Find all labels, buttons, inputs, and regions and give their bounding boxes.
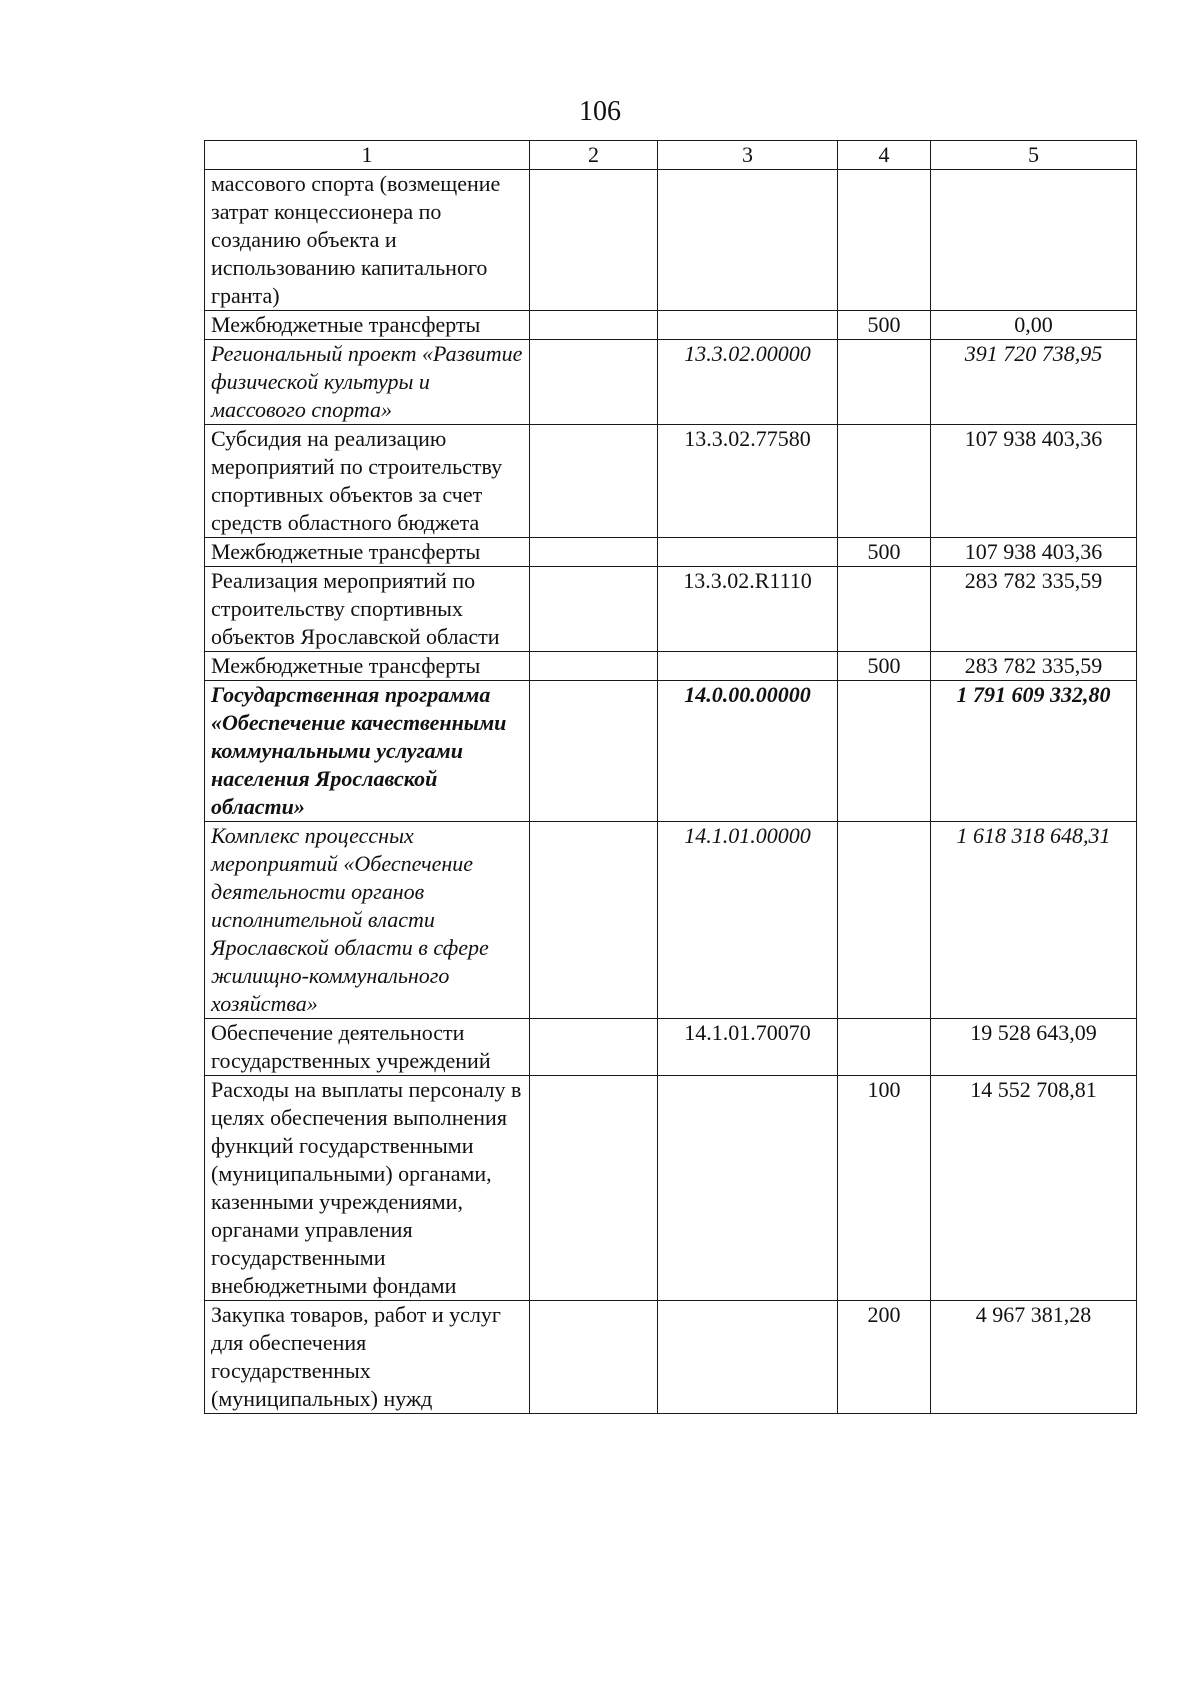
row-name-cell: Межбюджетные трансферты (205, 311, 530, 340)
row-col2-cell (530, 822, 658, 1019)
row-sum-cell: 0,00 (931, 311, 1137, 340)
row-col2-cell (530, 340, 658, 425)
column-header-4: 4 (838, 141, 931, 170)
row-sum-cell: 283 782 335,59 (931, 652, 1137, 681)
row-sum-cell: 391 720 738,95 (931, 340, 1137, 425)
row-name-cell: Государственная программа «Обеспечение качественными коммунальными услугами населения Ярославской области» (205, 681, 530, 822)
column-header-1: 1 (205, 141, 530, 170)
table-row (205, 822, 1137, 1019)
table-row (205, 1019, 1137, 1076)
budget-table (204, 140, 1137, 1414)
table-row (205, 538, 1137, 567)
row-expense-type-cell (838, 1019, 931, 1076)
page-number: 106 (579, 96, 621, 127)
row-code-cell (658, 170, 838, 311)
table-row (205, 170, 1137, 311)
row-expense-type-cell (838, 425, 931, 538)
row-name-cell: Комплекс процессных мероприятий «Обеспечение деятельности органов исполнительной власти Ярославской области в сфере жилищно-коммунального хозяйства» (205, 822, 530, 1019)
row-name-cell: Региональный проект «Развитие физической культуры и массового спорта» (205, 340, 530, 425)
row-expense-type-cell: 200 (838, 1301, 931, 1414)
row-col2-cell (530, 170, 658, 311)
row-code-cell (658, 311, 838, 340)
row-code-cell: 13.3.02.00000 (658, 340, 838, 425)
row-expense-type-cell (838, 567, 931, 652)
row-col2-cell (530, 311, 658, 340)
row-code-cell: 13.3.02.77580 (658, 425, 838, 538)
row-col2-cell (530, 681, 658, 822)
column-header-5: 5 (931, 141, 1137, 170)
row-col2-cell (530, 1301, 658, 1414)
row-expense-type-cell (838, 340, 931, 425)
row-name-cell: Межбюджетные трансферты (205, 652, 530, 681)
row-name-cell: Обеспечение деятельности государственных учреждений (205, 1019, 530, 1076)
row-name-cell: Субсидия на реализацию мероприятий по строительству спортивных объектов за счет средств областного бюджета (205, 425, 530, 538)
row-sum-cell: 283 782 335,59 (931, 567, 1137, 652)
row-sum-cell: 14 552 708,81 (931, 1076, 1137, 1301)
row-name-cell: Расходы на выплаты персоналу в целях обеспечения выполнения функций государственными (муниципальными) органами, казенными учреждениями, органами управления государственными внебюджетными фондами (205, 1076, 530, 1301)
row-expense-type-cell: 500 (838, 538, 931, 567)
row-col2-cell (530, 1019, 658, 1076)
table-header-row (205, 141, 1137, 170)
row-col2-cell (530, 538, 658, 567)
row-col2-cell (530, 652, 658, 681)
row-expense-type-cell: 500 (838, 652, 931, 681)
row-sum-cell: 1 618 318 648,31 (931, 822, 1137, 1019)
row-code-cell (658, 1301, 838, 1414)
row-sum-cell: 19 528 643,09 (931, 1019, 1137, 1076)
column-header-2: 2 (530, 141, 658, 170)
row-sum-cell: 107 938 403,36 (931, 425, 1137, 538)
table-row (205, 1301, 1137, 1414)
row-col2-cell (530, 1076, 658, 1301)
row-sum-cell: 107 938 403,36 (931, 538, 1137, 567)
column-header-3: 3 (658, 141, 838, 170)
row-expense-type-cell: 100 (838, 1076, 931, 1301)
table-row (205, 340, 1137, 425)
row-code-cell (658, 538, 838, 567)
row-expense-type-cell: 500 (838, 311, 931, 340)
row-code-cell: 14.1.01.70070 (658, 1019, 838, 1076)
table-row (205, 652, 1137, 681)
table-row (205, 1076, 1137, 1301)
row-code-cell (658, 1076, 838, 1301)
row-col2-cell (530, 567, 658, 652)
row-code-cell: 13.3.02.R1110 (658, 567, 838, 652)
table-row (205, 567, 1137, 652)
row-expense-type-cell (838, 822, 931, 1019)
row-name-cell: массового спорта (возмещение затрат концессионера по созданию объекта и использованию капитального гранта) (205, 170, 530, 311)
row-code-cell: 14.1.01.00000 (658, 822, 838, 1019)
row-expense-type-cell (838, 681, 931, 822)
table-row (205, 681, 1137, 822)
row-col2-cell (530, 425, 658, 538)
row-name-cell: Реализация мероприятий по строительству спортивных объектов Ярославской области (205, 567, 530, 652)
row-name-cell: Межбюджетные трансферты (205, 538, 530, 567)
row-sum-cell (931, 170, 1137, 311)
row-code-cell: 14.0.00.00000 (658, 681, 838, 822)
row-code-cell (658, 652, 838, 681)
row-sum-cell: 4 967 381,28 (931, 1301, 1137, 1414)
table-row (205, 311, 1137, 340)
row-sum-cell: 1 791 609 332,80 (931, 681, 1137, 822)
row-name-cell: Закупка товаров, работ и услуг для обеспечения государственных (муниципальных) нужд (205, 1301, 530, 1414)
table-row (205, 425, 1137, 538)
row-expense-type-cell (838, 170, 931, 311)
